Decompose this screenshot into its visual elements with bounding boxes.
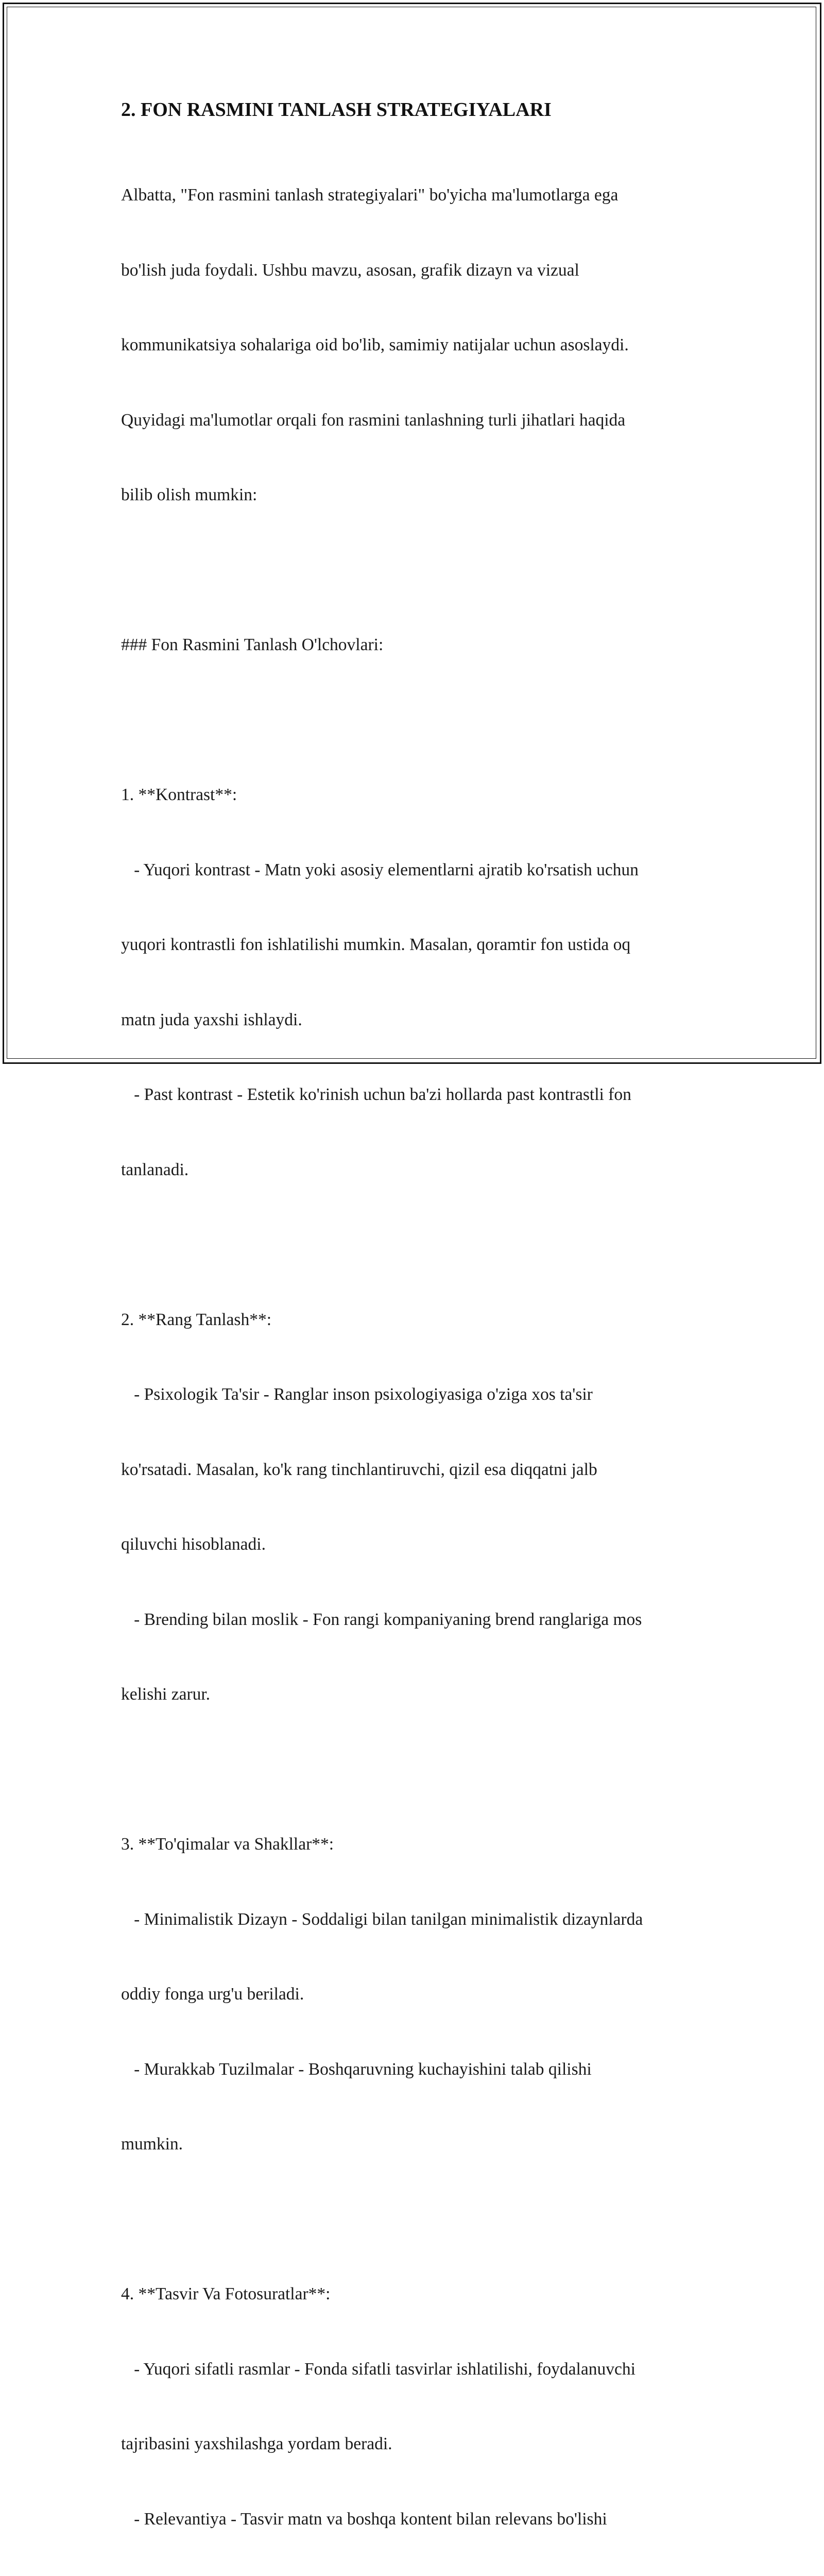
body-line: Albatta, "Fon rasmini tanlash strategiyalari" bo'yicha ma'lumotlarga ega (121, 185, 619, 205)
body-line: - Brending bilan moslik - Fon rangi kompaniyaning brend ranglariga mos (121, 1609, 642, 1629)
body-line: tanlanadi. (121, 1160, 189, 1179)
list-heading-line: 4. **Tasvir Va Fotosuratlar**: (121, 2284, 331, 2303)
blank-line (121, 708, 713, 733)
body-line: kelishi zarur. (121, 1685, 211, 1704)
body-line: - Yuqori kontrast - Matn yoki asosiy elementlarni ajratib ko'rsatish uchun (121, 860, 639, 879)
body-line: - Murakkab Tuzilmalar - Boshqaruvning kuchayishini talab qilishi (121, 2059, 592, 2079)
body-line: bilib olish mumkin: (121, 485, 258, 504)
body-line: - Relevantiya - Tasvir matn va boshqa kontent bilan relevans bo'lishi (121, 2509, 607, 2529)
body-line: mumkin. (121, 2134, 183, 2154)
body-line: tajribasini yaxshilashga yordam beradi. (121, 2434, 392, 2453)
list-heading-line: 2. **Rang Tanlash**: (121, 1310, 271, 1329)
body-line: ko'rsatadi. Masalan, ko'k rang tinchlantiruvchi, qizil esa diqqatni jalb (121, 1460, 597, 1479)
section-title: 2. FON RASMINI TANLASH STRATEGIYALARI (121, 99, 552, 121)
body-line: kommunikatsiya sohalariga oid bo'lib, samimiy natijalar uchun asoslaydi. (121, 335, 629, 354)
body-line: - Minimalistik Dizayn - Soddaligi bilan tanilgan minimalistik dizaynlarda (121, 1909, 643, 1929)
blank-line (121, 1757, 713, 1783)
body-line: oddiy fonga urg'u beriladi. (121, 1985, 304, 2004)
document-body (121, 133, 713, 2576)
body-line: yuqori kontrastli fon ishlatilishi mumkin. Masalan, qoramtir fon ustida oq (121, 935, 631, 954)
body-line: bo'lish juda foydali. Ushbu mavzu, asosan, grafik dizayn va vizual (121, 260, 579, 280)
list-heading-line: 1. **Kontrast**: (121, 785, 237, 804)
body-line: matn juda yaxshi ishlaydi. (121, 1010, 302, 1029)
blank-line (121, 2207, 713, 2232)
body-line: - Past kontrast - Estetik ko'rinish uchun ba'zi hollarda past kontrastli fon (121, 1085, 631, 1104)
body-line: - Yuqori sifatli rasmlar - Fonda sifatli tasvirlar ishlatilishi, foydalanuvchi (121, 2359, 636, 2379)
blank-line (121, 558, 713, 583)
body-line: qiluvchi hisoblanadi. (121, 1535, 266, 1554)
document-content (121, 97, 713, 2576)
list-heading-line: 3. **To'qimalar va Shakllar**: (121, 1835, 334, 1854)
body-line: Quyidagi ma'lumotlar orqali fon rasmini tanlashning turli jihatlari haqida (121, 410, 626, 430)
subheading-line: ### Fon Rasmini Tanlash O'lchovlari: (121, 635, 384, 654)
body-line: - Psixologik Ta'sir - Ranglar inson psixologiyasiga o'ziga xos ta'sir (121, 1385, 593, 1404)
blank-line (121, 1232, 713, 1258)
